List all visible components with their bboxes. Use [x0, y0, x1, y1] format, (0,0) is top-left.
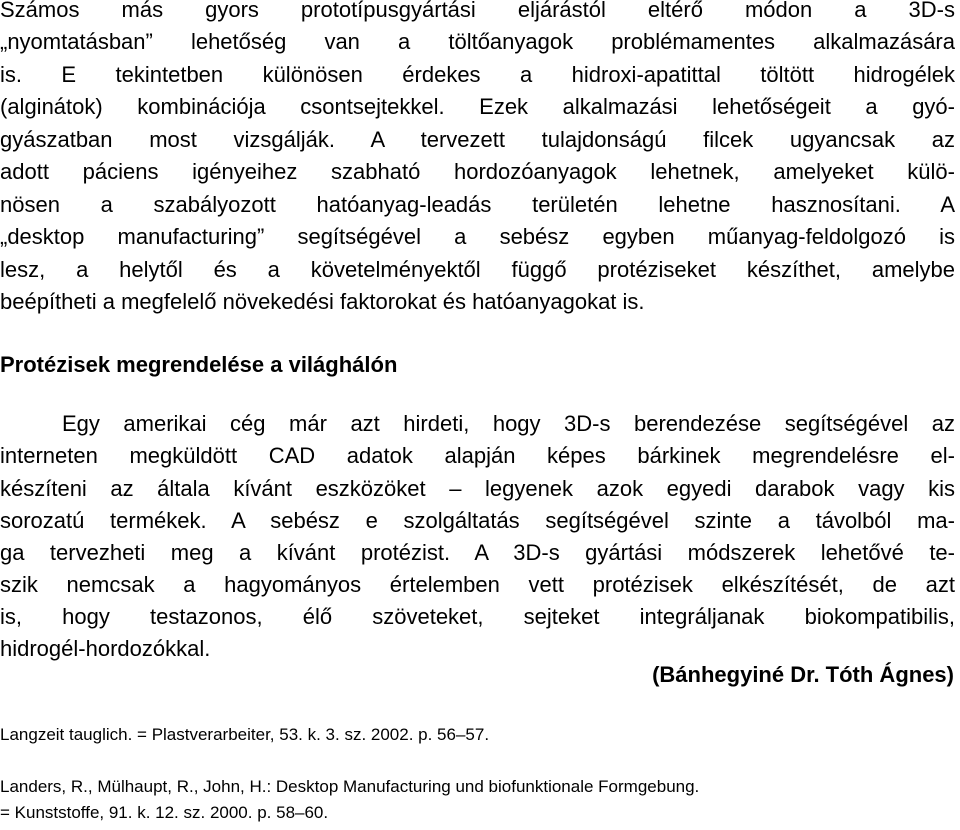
text-line: is, hogy testazonos, élő szöveteket, sejteket integráljanak biokompatibilis,: [0, 604, 955, 629]
reference-item: Landers, R., Mülhaupt, R., John, H.: Desktop Manufacturing und biofunktionale Formgebung.: [0, 777, 700, 796]
text-line: is. E tekintetben különösen érdekes a hidroxi-apatittal töltött hidrogélek: [0, 62, 955, 87]
text-line: lesz, a helytől és a követelményektől függő protéziseket készíthet, amelybe: [0, 257, 955, 282]
text-line: nösen a szabályozott hatóanyag-leadás területén lehetne hasznosítani. A: [0, 192, 955, 217]
text-line: gyászatban most vizsgálják. A tervezett tulajdonságú filcek ugyancsak az: [0, 127, 955, 152]
text-line: beépítheti a megfelelő növekedési faktorokat és hatóanyagokat is.: [0, 289, 645, 314]
reference-item: Langzeit tauglich. = Plastverarbeiter, 53. k. 3. sz. 2002. p. 56–57.: [0, 725, 490, 744]
text-line: interneten megküldött CAD adatok alapján képes bárkinek megrendelésre el-: [0, 443, 955, 468]
text-line: szik nemcsak a hagyományos értelemben vett protézisek elkészítését, de azt: [0, 572, 955, 597]
text-line: hidrogél-hordozókkal.: [0, 636, 211, 661]
text-line: adott páciens igényeihez szabható hordozóanyagok lehetnek, amelyeket külö-: [0, 159, 955, 184]
reference-item: = Kunststoffe, 91. k. 12. sz. 2000. p. 58–60.: [0, 803, 329, 822]
text-line: „desktop manufacturing” segítségével a sebész egyben műanyag-feldolgozó is: [0, 224, 955, 249]
section-heading: Protézisek megrendelése a világhálón: [0, 352, 398, 377]
text-line: Egy amerikai cég már azt hirdeti, hogy 3D-s berendezése segítségével az: [62, 411, 955, 436]
text-line: (alginátok) kombinációja csontsejtekkel. Ezek alkalmazási lehetőségeit a gyó-: [0, 94, 955, 119]
text-line: sorozatú termékek. A sebész e szolgáltatás segítségével szinte a távolból ma-: [0, 508, 955, 533]
author-signature: (Bánhegyiné Dr. Tóth Ágnes): [652, 662, 954, 687]
text-line: Számos más gyors prototípusgyártási eljárástól eltérő módon a 3D-s: [0, 0, 955, 22]
text-line: készíteni az általa kívánt eszközöket – legyenek azok egyedi darabok vagy kis: [0, 476, 955, 501]
text-line: ga tervezheti meg a kívánt protézist. A 3D-s gyártási módszerek lehetővé te-: [0, 540, 955, 565]
text-line: „nyomtatásban” lehetőség van a töltőanyagok problémamentes alkalmazására: [0, 29, 955, 54]
